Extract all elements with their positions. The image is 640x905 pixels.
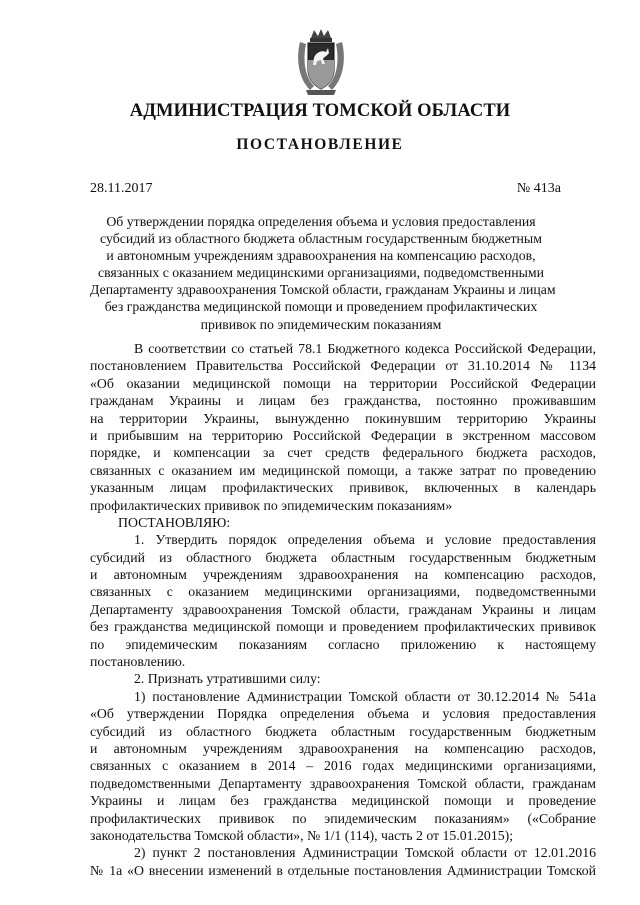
body-line: № 1а «О внесении изменений в отдельные постановления Администрации Томской	[90, 862, 596, 878]
body-line: и автономным учреждениям здравоохранения на компенсацию расходов,	[90, 740, 596, 756]
document-number: № 413а	[516, 181, 561, 196]
body-line: без гражданства медицинской помощи и проведением профилактических прививок	[90, 619, 596, 635]
body-line: подведомственными Департаменту здравоохранения Томской области, гражданам	[90, 775, 596, 791]
body-line: и прибывшим на территорию Российской Федерации в экстренном массовом	[90, 427, 596, 443]
body-line: ПОСТАНОВЛЯЮ:	[118, 514, 231, 530]
body-line: «Об оказании медицинской помощи на территории Российской Федерации	[90, 375, 596, 391]
body-line: постановлением Правительства Российской Федерации от 31.10.2014 № 1134	[90, 358, 596, 374]
body-line: субсидий из областного бюджета областным государственным бюджетным	[90, 723, 596, 739]
body-line: связанных с оказанием в 2014 – 2016 годах медицинскими организациями,	[90, 758, 596, 774]
title-line: связанных с оказанием медицинскими организациями, подведомственными	[97, 265, 545, 281]
body-line: 1) постановление Администрации Томской области от 30.12.2014 № 541а	[134, 688, 596, 704]
document-title	[90, 213, 556, 333]
document-type: ПОСТАНОВЛЕНИЕ	[236, 136, 404, 153]
body-line: на территории Украины, вынужденно покинувшим территорию Украины	[90, 410, 596, 426]
document-date: 28.11.2017	[90, 181, 153, 196]
body-line: связанных с оказанием медицинскими организациями, подведомственными	[90, 584, 596, 600]
title-line: и автономным учреждениям здравоохранения на компенсацию расходов,	[106, 248, 536, 264]
body-line: по эпидемическим показаниям согласно приложению к настоящему	[90, 636, 596, 652]
body-line: 2. Признать утратившими силу:	[134, 671, 321, 687]
title-line: без гражданства медицинской помощи и проведением профилактических	[104, 299, 538, 315]
title-line: Департаменту здравоохранения Томской области, гражданам Украины и лицам	[90, 282, 556, 298]
body-line: В соответствии со статьей 78.1 Бюджетного кодекса Российской Федерации,	[134, 341, 596, 356]
body-line: 1. Утвердить порядок определения объема и условие предоставления	[134, 532, 596, 548]
organization-name: АДМИНИСТРАЦИЯ ТОМСКОЙ ОБЛАСТИ	[129, 101, 511, 121]
body-line: связанных с оказанием им медицинской помощи, а также затрат по проведению	[90, 462, 596, 478]
title-line: субсидий из областного бюджета областным государственным бюджетным	[100, 231, 542, 247]
body-line: Украины и лицам без гражданства медицинской помощи и проведение	[90, 793, 596, 809]
body-line: постановлению.	[90, 654, 186, 670]
body-line: субсидий из областного бюджета областным государственным бюджетным	[90, 549, 596, 565]
body-line: порядке, и компенсации за счет средств федерального бюджета расходов,	[90, 445, 596, 461]
document-body	[90, 340, 596, 879]
body-line: профилактических прививок по эпидемическим показаниям»	[90, 497, 453, 513]
body-line: указанным лицам профилактических прививок, включенных в календарь	[90, 480, 596, 496]
title-line: прививок по эпидемическим показаниям	[200, 316, 442, 332]
body-line: профилактических прививок по эпидемическим показаниям» («Собрание	[90, 810, 596, 826]
body-line: 2) пункт 2 постановления Администрации Томской области от 12.01.2016	[134, 845, 596, 861]
body-line: законодательства Томской области», № 1/1 (114), часть 2 от 15.01.2015);	[90, 827, 514, 843]
title-line: Об утверждении порядка определения объема и условия предоставления	[106, 214, 536, 229]
body-line: Департаменту здравоохранения Томской области, гражданам Украины и лицам	[90, 601, 596, 617]
body-line: «Об утверждении Порядка определения объема и условия предоставления	[90, 706, 596, 722]
body-line: гражданам Украины и лицам без гражданства, постоянно проживавшим	[90, 393, 596, 409]
body-line: и автономным учреждениям здравоохранения на компенсацию расходов,	[90, 567, 596, 583]
coat-of-arms-icon	[294, 28, 348, 96]
